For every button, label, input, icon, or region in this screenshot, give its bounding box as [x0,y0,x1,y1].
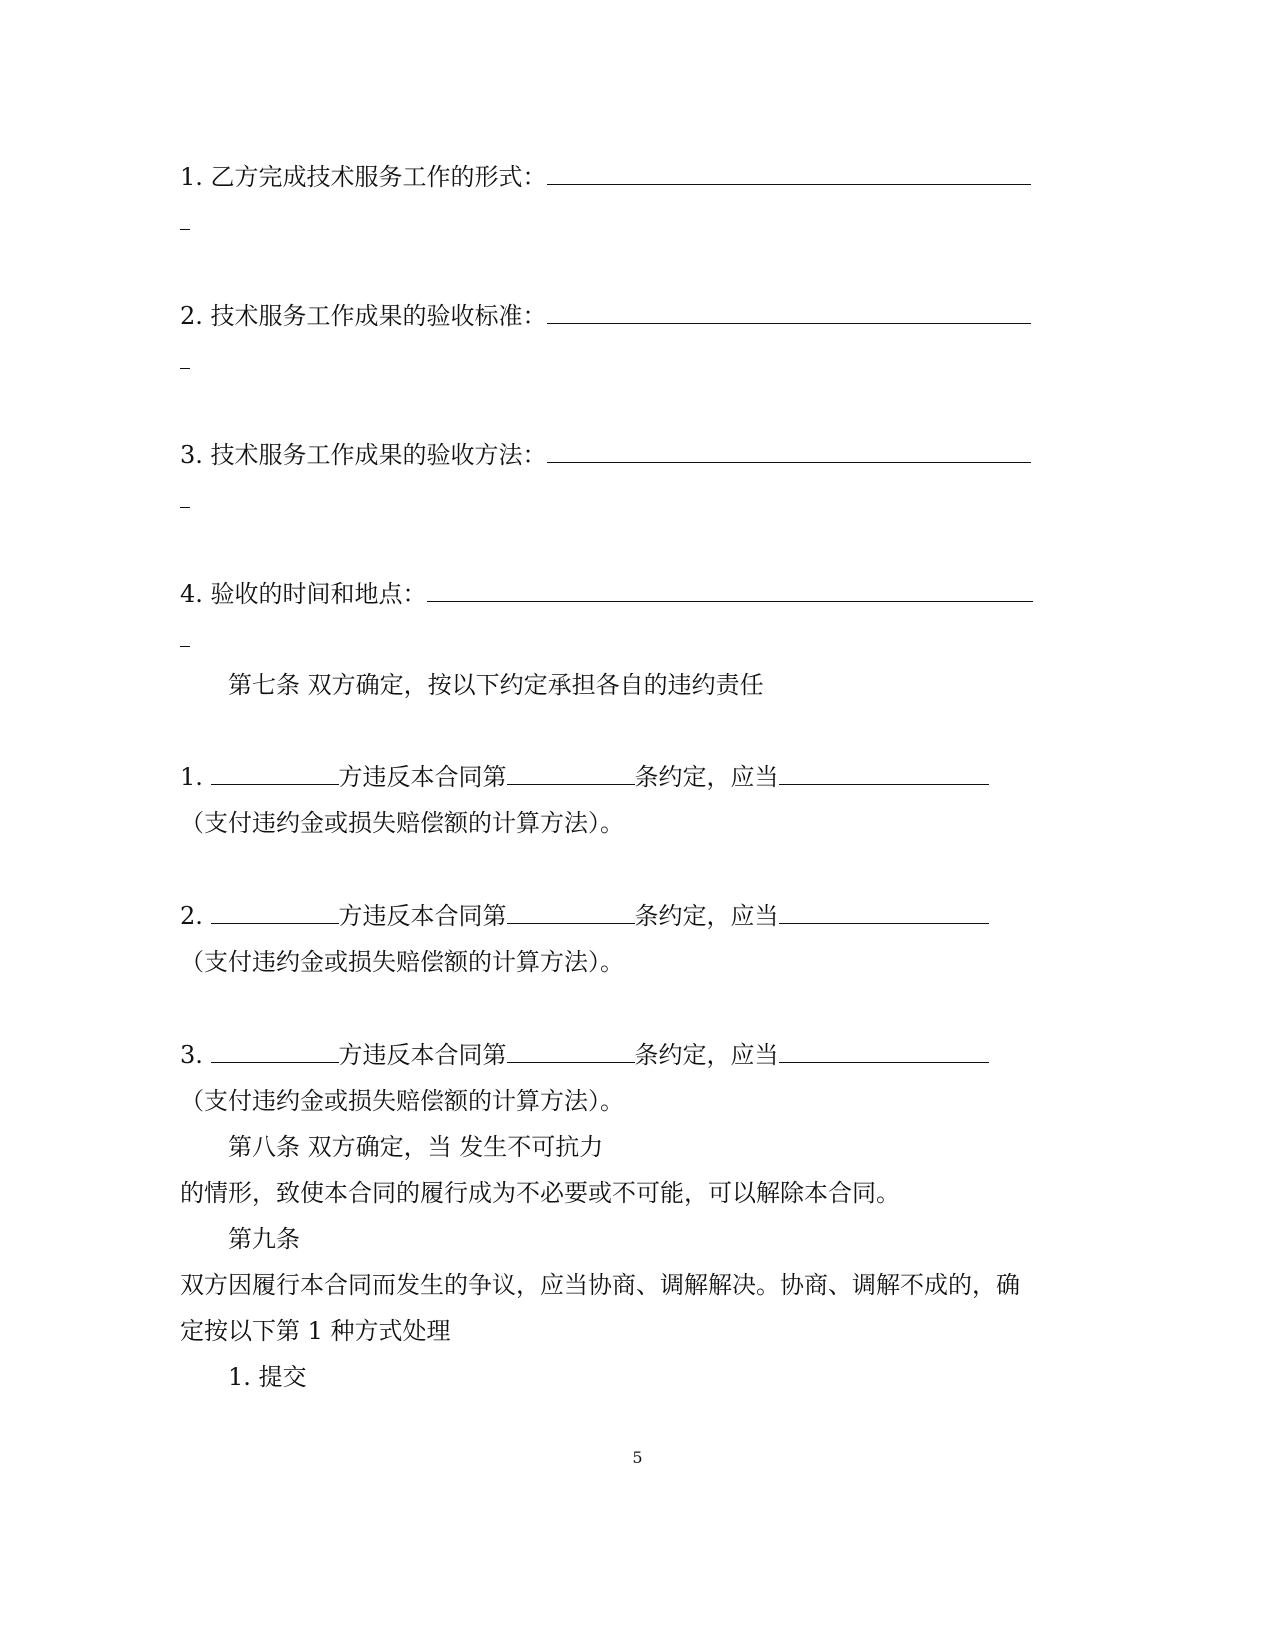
fill-blank[interactable] [547,440,1031,463]
liability-blank[interactable] [779,1040,989,1063]
liability-blank[interactable] [779,762,989,785]
liability-clause-3: 3. 方违反本合同第 条约定，应当 [180,1040,989,1070]
liability-clause-2: 2. 方违反本合同第 条约定，应当 [180,901,989,931]
continuation-blank[interactable] [180,507,190,508]
acceptance-item-4: 4. 验收的时间和地点： [180,579,1033,609]
continuation-blank[interactable] [180,646,190,647]
party-blank[interactable] [211,1040,339,1063]
clause-number-blank[interactable] [507,1040,635,1063]
article-8-heading: 第八条 双方确定，当 发生不可抗力 [228,1133,604,1161]
party-blank[interactable] [211,762,339,785]
article-8-text: 的情形，致使本合同的履行成为不必要或不可能，可以解除本合同。 [180,1179,900,1207]
party-blank[interactable] [211,901,339,924]
article-9-text-line-1: 双方因履行本合同而发生的争议，应当协商、调解解决。协商、调解不成的，确 [180,1271,1020,1299]
acceptance-item-2: 2. 技术服务工作成果的验收标准： [180,301,1031,331]
liability-clause-3-note: （支付违约金或损失赔偿额的计算方法）。 [180,1087,624,1115]
article-9-text-line-2: 定按以下第 1 种方式处理 [180,1317,451,1345]
liability-clause-2-note: （支付违约金或损失赔偿额的计算方法）。 [180,948,624,976]
article-9-option-1: 1. 提交 [228,1363,307,1391]
continuation-blank[interactable] [180,229,190,230]
article-9-heading: 第九条 [228,1225,300,1253]
liability-blank[interactable] [779,901,989,924]
continuation-blank[interactable] [180,368,190,369]
fill-blank[interactable] [547,162,1031,185]
clause-number-blank[interactable] [507,901,635,924]
liability-clause-1-note: （支付违约金或损失赔偿额的计算方法）。 [180,809,624,837]
article-7-heading: 第七条 双方确定，按以下约定承担各自的违约责任 [228,671,764,699]
fill-blank[interactable] [427,579,1033,602]
clause-number-blank[interactable] [507,762,635,785]
acceptance-item-3: 3. 技术服务工作成果的验收方法： [180,440,1031,470]
liability-clause-1: 1. 方违反本合同第 条约定，应当 [180,762,989,792]
acceptance-item-1: 1. 乙方完成技术服务工作的形式： [180,162,1031,192]
fill-blank[interactable] [547,301,1031,324]
page-number: 5 [632,1448,643,1467]
